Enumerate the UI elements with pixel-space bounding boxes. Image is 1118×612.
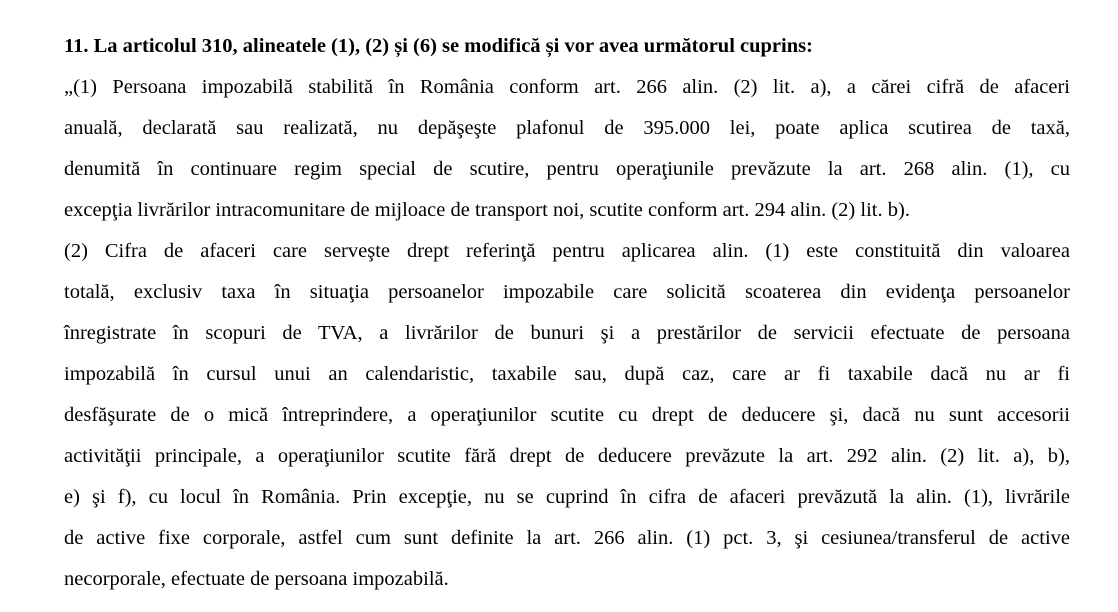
- paragraph-line: (2) Cifra de afaceri care serveşte drept referinţă pentru aplicarea alin. (1) este constituită din valoarea: [64, 240, 1070, 262]
- paragraph-line: anuală, declarată sau realizată, nu depăşeşte plafonul de 395.000 lei, poate aplica scutirea de taxă,: [64, 117, 1070, 139]
- paragraph-line: e) şi f), cu locul în România. Prin excepţie, nu se cuprind în cifra de afaceri prevăzută la alin. (1), livrările: [64, 486, 1070, 508]
- paragraph-2: [64, 231, 1070, 600]
- paragraph-line: excepţia livrărilor intracomunitare de mijloace de transport noi, scutite conform art. 294 alin. (2) lit. b).: [64, 199, 910, 221]
- paragraph-1: [64, 67, 1070, 231]
- paragraph-line: înregistrate în scopuri de TVA, a livrărilor de bunuri şi a prestărilor de servicii efectuate de persoana: [64, 322, 1070, 344]
- paragraph-line: „(1) Persoana impozabilă stabilită în România conform art. 266 alin. (2) lit. a), a cărei cifră de afaceri: [64, 76, 1070, 98]
- paragraph-line: desfăşurate de o mică întreprindere, a operaţiunilor scutite cu drept de deducere şi, dacă nu sunt accesorii: [64, 404, 1070, 426]
- paragraph-line: totală, exclusiv taxa în situaţia persoanelor impozabile care solicită scoaterea din evidenţa persoanelor: [64, 281, 1070, 303]
- paragraph-line: denumită în continuare regim special de scutire, pentru operaţiunile prevăzute la art. 268 alin. (1), cu: [64, 158, 1070, 180]
- document-page: [64, 26, 1070, 600]
- paragraph-line: necorporale, efectuate de persoana impozabilă.: [64, 568, 449, 590]
- paragraph-line: activităţii principale, a operaţiunilor scutite fără drept de deducere prevăzute la art. 292 alin. (2) lit. a), b),: [64, 445, 1070, 467]
- paragraph-line: impozabilă în cursul unui an calendaristic, taxabile sau, după caz, care ar fi taxabile dacă nu ar fi: [64, 363, 1070, 385]
- article-heading: 11. La articolul 310, alineatele (1), (2) și (6) se modifică și vor avea următorul cuprins:: [64, 35, 813, 57]
- paragraph-line: de active fixe corporale, astfel cum sunt definite la art. 266 alin. (1) pct. 3, şi cesiunea/transferul de active: [64, 527, 1070, 549]
